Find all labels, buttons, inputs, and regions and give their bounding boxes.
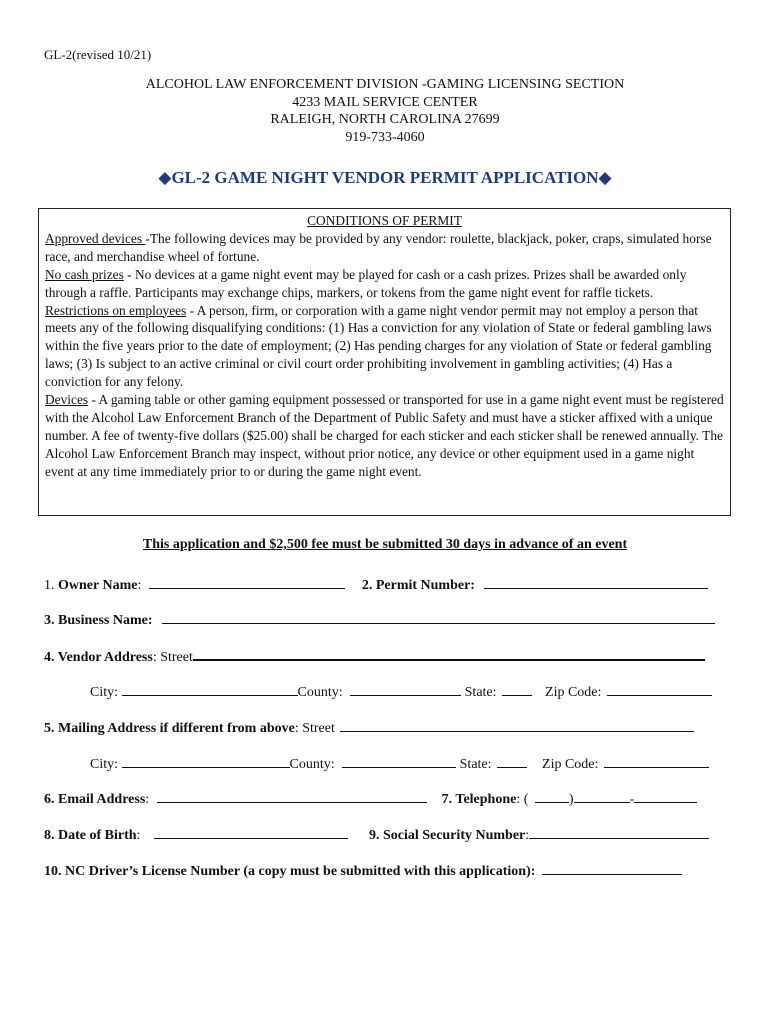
approved-devices-text: -The following devices may be provided by any vendor: roulette, blackjack, poker, craps, simulated horse race, and merchandise wheel of fortune. xyxy=(45,230,712,264)
telephone-prefix-field[interactable] xyxy=(574,790,630,803)
ssn-field[interactable] xyxy=(529,826,709,839)
approved-devices-paragraph xyxy=(45,230,724,266)
vendor-city-label: City: xyxy=(90,685,119,700)
owner-name-label: Owner Name xyxy=(58,578,138,593)
row-mailing-address xyxy=(44,719,694,737)
business-name-field[interactable] xyxy=(162,611,715,624)
vendor-state-label: State: xyxy=(464,685,497,700)
restrictions-paragraph xyxy=(45,302,724,392)
dob-colon: : xyxy=(136,828,141,843)
mailing-address-label: 5. Mailing Address if different from above xyxy=(44,721,295,736)
devices-label: Devices xyxy=(45,392,89,408)
dob-field[interactable] xyxy=(154,826,348,839)
no-cash-label: No cash prizes xyxy=(45,266,124,282)
row-drivers-license xyxy=(44,862,682,880)
mailing-street-field[interactable] xyxy=(340,719,694,732)
dob-label: 8. Date of Birth xyxy=(44,828,137,843)
no-cash-text: - No devices at a game night event may be played for cash or a cash prizes. Prizes shall be awarded only through a raffle. Participants may exchange chips, markers, or tokens from the game night event for raffle tickets. xyxy=(45,266,687,300)
no-cash-paragraph xyxy=(45,266,724,302)
telephone-label: 7. Telephone xyxy=(441,792,517,807)
telephone-open-paren: : ( xyxy=(516,792,529,807)
permit-number-label: 2. Permit Number: xyxy=(361,578,475,593)
telephone-close-paren: ) xyxy=(568,792,574,807)
vendor-city-field[interactable] xyxy=(122,683,298,696)
row-dob-ssn xyxy=(44,826,709,844)
agency-mail-center: 4233 MAIL SERVICE CENTER xyxy=(292,94,478,110)
owner-name-field[interactable] xyxy=(149,576,345,589)
row-email-telephone xyxy=(44,790,697,808)
drivers-license-field[interactable] xyxy=(542,862,682,875)
permit-number-field[interactable] xyxy=(484,576,708,589)
telephone-area-code-field[interactable] xyxy=(535,790,569,803)
row-vendor-address xyxy=(44,647,705,666)
agency-city: RALEIGH, NORTH CAROLINA 27699 xyxy=(270,112,500,127)
mailing-city-label: City: xyxy=(90,757,119,772)
mailing-zip-label: Zip Code: xyxy=(542,757,599,772)
email-field[interactable] xyxy=(157,790,427,803)
row-business-name xyxy=(44,611,715,629)
vendor-county-field[interactable] xyxy=(350,683,461,696)
mailing-state-label: State: xyxy=(459,757,492,772)
mailing-city-field[interactable] xyxy=(122,755,290,768)
row-owner-permit xyxy=(44,576,708,594)
agency-phone: 919-733-4060 xyxy=(345,129,425,145)
form-revision-id: GL-2(revised 10/21) xyxy=(44,47,152,62)
owner-name-number: 1. xyxy=(44,578,58,593)
devices-text: - A gaming table or other gaming equipment possessed or transported for use in a game night event must be registered with the Alcohol Law Enforcement Branch of the Department of Public Safety and must have a sticker affixed with a unique number. A fee of twenty-five dollars ($25.00) shall be charged for each sticker and each sticker shall be renewed annually. The Alcohol Law Enforcement Branch may inspect, without prior notice, any device or other equipment used in a game night event at any time immediately prior to or during the game night event. xyxy=(45,392,724,479)
vendor-street-field[interactable] xyxy=(193,647,705,661)
row-mailing-city xyxy=(90,755,709,773)
vendor-street-label: Street xyxy=(160,650,193,665)
vendor-address-label: 4. Vendor Address xyxy=(44,650,153,665)
mailing-zip-field[interactable] xyxy=(604,755,709,768)
mailing-county-field[interactable] xyxy=(342,755,456,768)
ssn-label: 9. Social Security Number xyxy=(368,828,526,843)
owner-name-colon: : xyxy=(137,578,142,593)
conditions-heading: CONDITIONS OF PERMIT xyxy=(307,213,462,228)
submission-deadline-notice: This application and $2,500 fee must be submitted 30 days in advance of an event xyxy=(142,537,628,552)
vendor-county-label: County: xyxy=(297,685,343,700)
telephone-dash: - xyxy=(629,792,635,807)
mailing-county-label: County: xyxy=(289,757,335,772)
drivers-license-label: 10. NC Driver’s License Number (a copy must be submitted with this application): xyxy=(44,864,536,879)
vendor-address-colon: : xyxy=(152,650,157,665)
restrictions-text: - A person, firm, or corporation with a game night vendor permit may not employ a person that meets any of the following disqualifying conditions: (1) Has a conviction for any violation of State or federal gambling laws within the five years prior to the date of employment; (2) Has pending charges for any violation of State or federal gambling laws; (3) Is subject to an active criminal or civil court order prohibiting involvement in gambling activities; (4) Has a conviction for any felony. xyxy=(45,302,712,390)
vendor-zip-field[interactable] xyxy=(607,683,712,696)
form-title: ◆GL-2 GAME NIGHT VENDOR PERMIT APPLICATION◆ xyxy=(158,168,612,187)
conditions-box xyxy=(38,208,731,516)
restrictions-label: Restrictions on employees xyxy=(45,302,187,318)
vendor-state-field[interactable] xyxy=(502,683,532,696)
approved-devices-label: Approved devices xyxy=(45,230,146,246)
devices-paragraph xyxy=(45,391,724,481)
telephone-line-field[interactable] xyxy=(634,790,697,803)
row-vendor-city xyxy=(90,683,712,701)
mailing-state-field[interactable] xyxy=(497,755,527,768)
vendor-zip-label: Zip Code: xyxy=(545,685,602,700)
ssn-colon: : xyxy=(525,828,530,843)
email-colon: : xyxy=(145,792,150,807)
agency-name: ALCOHOL LAW ENFORCEMENT DIVISION -GAMING LICENSING SECTION xyxy=(145,77,625,92)
agency-header xyxy=(0,76,770,146)
business-name-label: 3. Business Name: xyxy=(44,613,153,628)
email-label: 6. Email Address xyxy=(44,792,146,807)
mailing-street-label: : Street xyxy=(294,721,335,736)
